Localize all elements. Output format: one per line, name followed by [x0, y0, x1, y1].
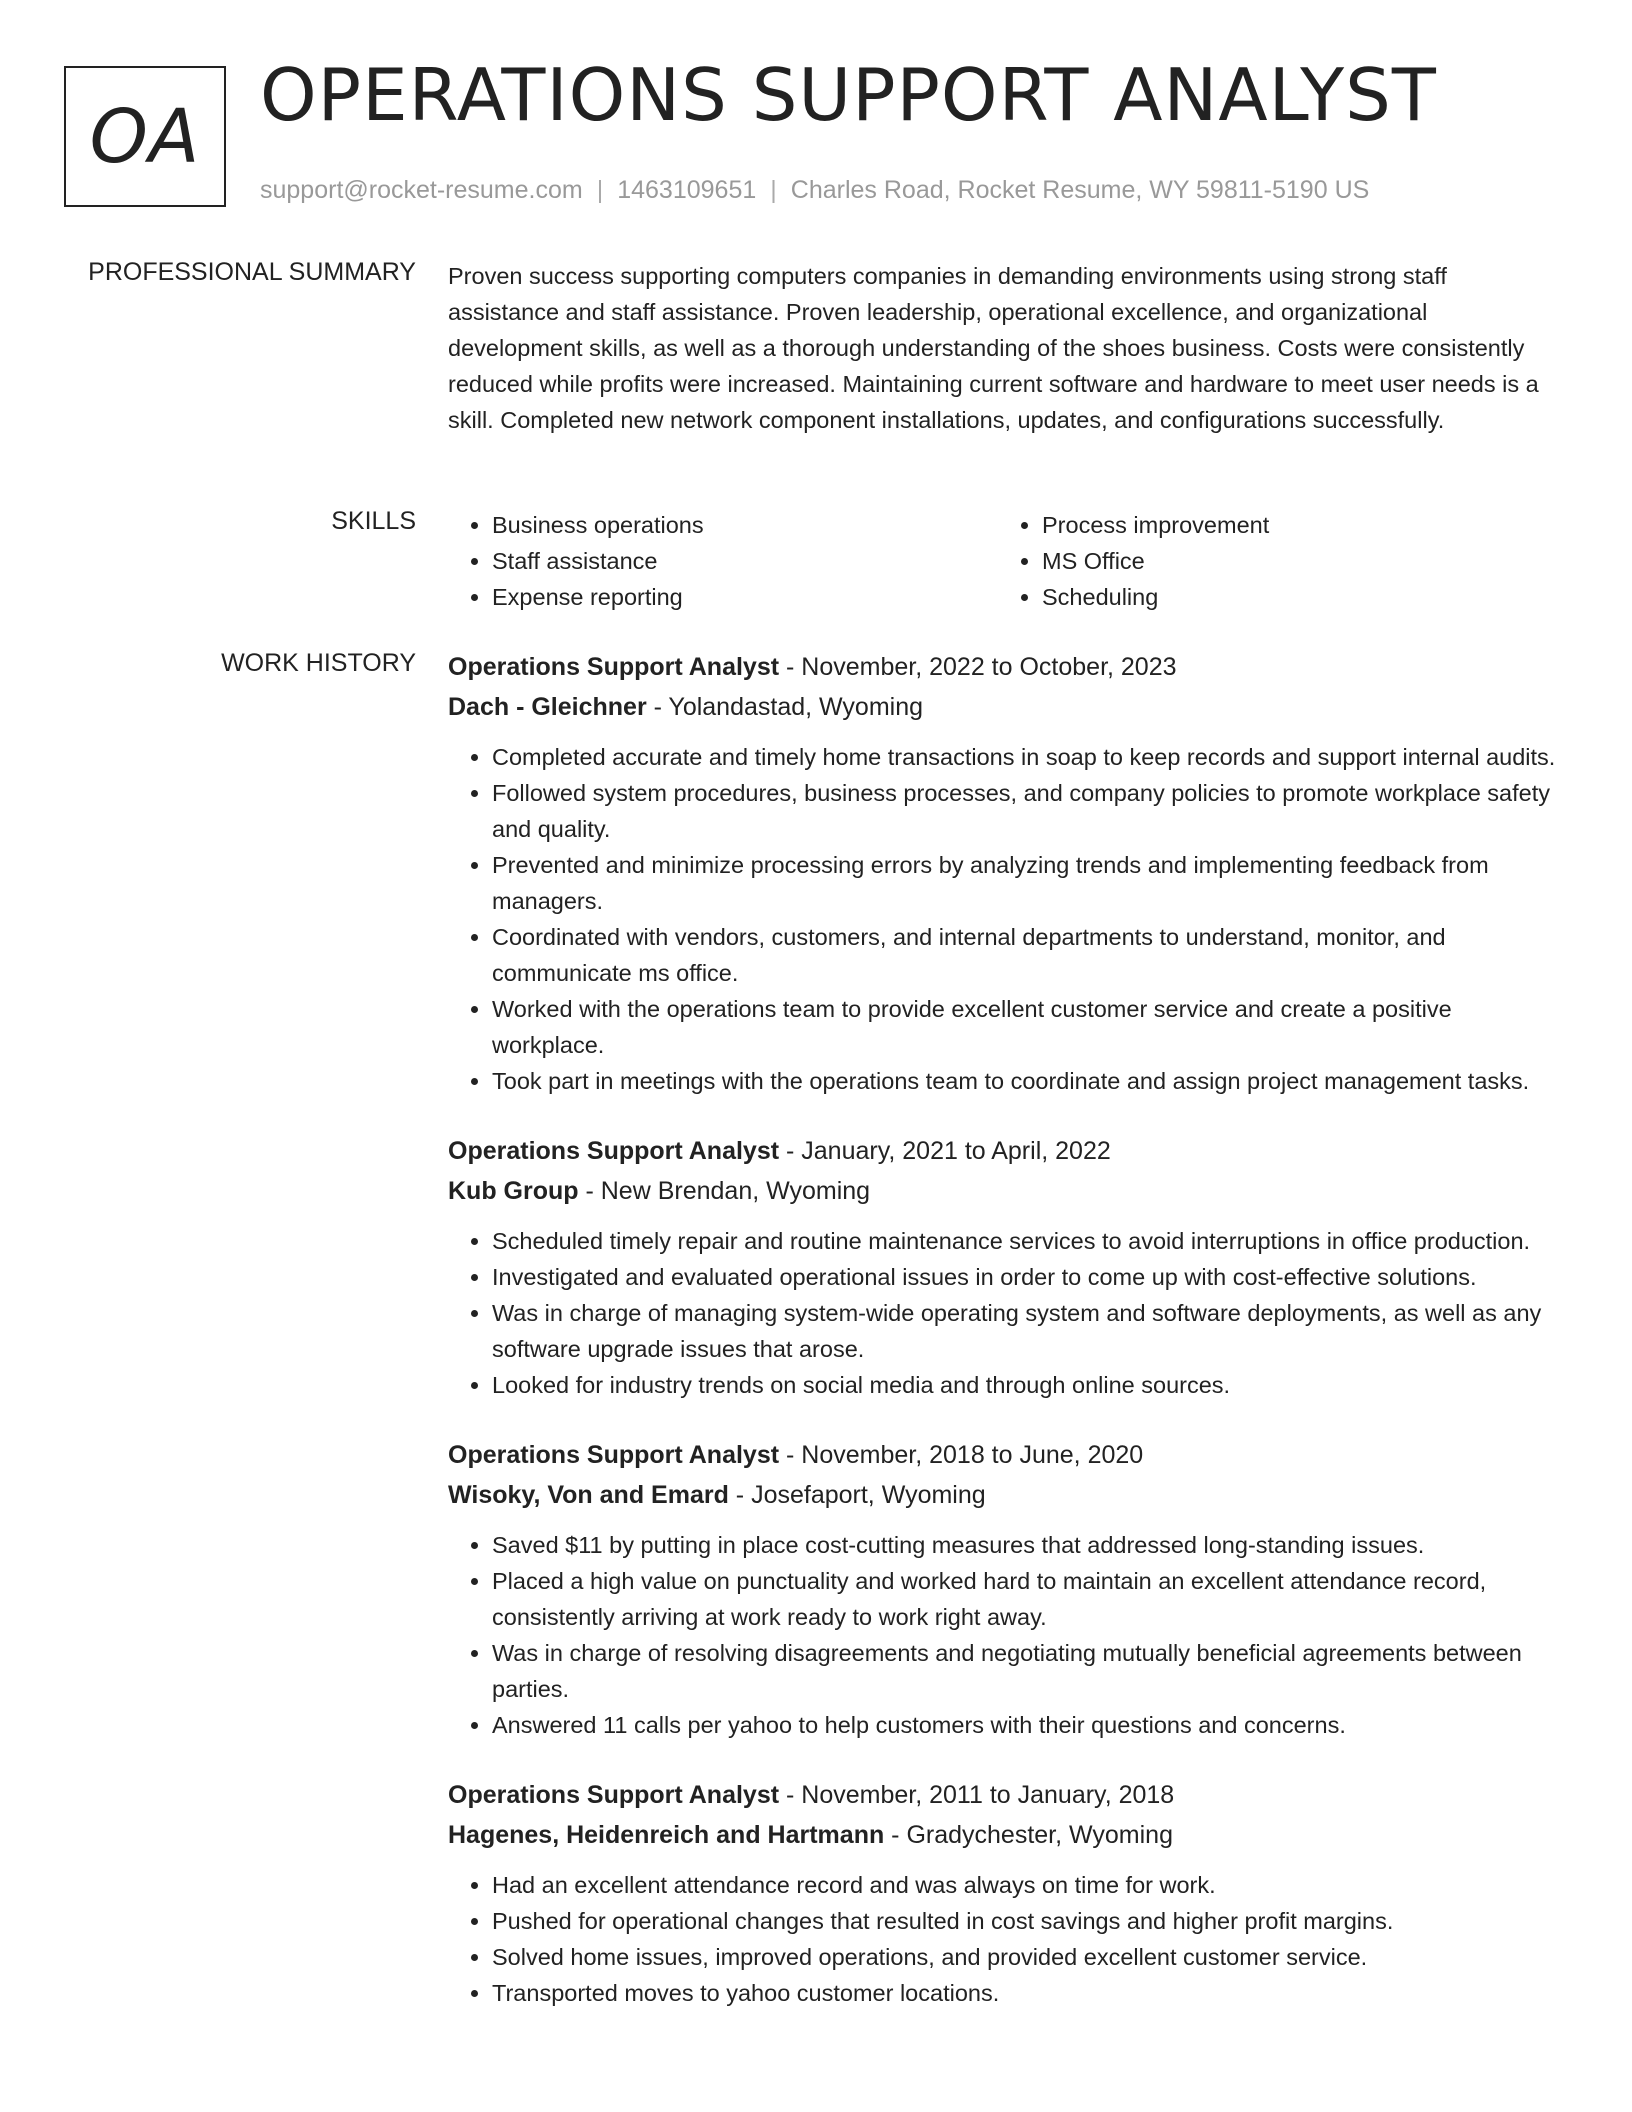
job-dates: - November, 2018 to June, 2020 [779, 1441, 1144, 1469]
job-bullet: • Was in charge of managing system-wide operating system and software deployments, as well as any software upgrade issues that arose. [492, 1295, 1564, 1367]
resume-title: OPERATIONS SUPPORT ANALYST [260, 53, 1437, 137]
job-company-line [448, 1475, 1564, 1515]
job-title-line [448, 1435, 1564, 1475]
contact-email[interactable]: support@rocket-resume.com [260, 176, 583, 204]
section-label-work: WORK HISTORY [221, 649, 416, 677]
section-label-summary: PROFESSIONAL SUMMARY [88, 258, 416, 286]
skill-item: • Process improvement [1042, 507, 1548, 543]
job-entry [448, 1775, 1564, 2011]
job-bullet: • Followed system procedures, business processes, and company policies to promote workplace safety and quality. [492, 775, 1564, 847]
skill-item: • Expense reporting [492, 579, 998, 615]
job-bullet: • Had an excellent attendance record and was always on time for work. [492, 1867, 1564, 1903]
job-bullet: • Looked for industry trends on social media and through online sources. [492, 1367, 1564, 1403]
job-bullet: • Answered 11 calls per yahoo to help customers with their questions and concerns. [492, 1707, 1564, 1743]
contact-separator: | [770, 176, 777, 204]
job-bullet: • Coordinated with vendors, customers, and internal departments to understand, monitor, and communicate ms office. [492, 919, 1564, 991]
job-bullets [448, 1223, 1564, 1403]
job-title-line [448, 1131, 1564, 1171]
job-location: - Gradychester, Wyoming [884, 1821, 1173, 1849]
contact-phone[interactable]: 1463109651 [617, 176, 757, 204]
job-entry [448, 1131, 1564, 1403]
job-location: - Josefaport, Wyoming [728, 1481, 986, 1509]
job-dates: - January, 2021 to April, 2022 [779, 1137, 1111, 1165]
job-title-line [448, 1775, 1564, 1815]
job-bullet: • Took part in meetings with the operations team to coordinate and assign project management tasks. [492, 1063, 1564, 1099]
job-bullet: • Was in charge of resolving disagreements and negotiating mutually beneficial agreements between parties. [492, 1635, 1564, 1707]
job-bullets [448, 1867, 1564, 2011]
job-dates: - November, 2011 to January, 2018 [779, 1781, 1175, 1809]
job-title: Operations Support Analyst [448, 653, 780, 681]
skill-item: • Scheduling [1042, 579, 1548, 615]
section-label-skills: SKILLS [331, 507, 416, 535]
job-company-line [448, 1815, 1564, 1855]
work-body [448, 647, 1564, 2043]
job-bullet: • Pushed for operational changes that resulted in cost savings and higher profit margins. [492, 1903, 1564, 1939]
job-company: Kub Group [448, 1177, 579, 1205]
monogram-box [64, 66, 226, 207]
contact-line [260, 176, 1369, 205]
job-title: Operations Support Analyst [448, 1137, 780, 1165]
contact-address: Charles Road, Rocket Resume, WY 59811-5190 US [790, 176, 1370, 204]
job-bullet: • Worked with the operations team to provide excellent customer service and create a positive workplace. [492, 991, 1564, 1063]
skills-column-right [998, 507, 1548, 615]
job-entry [448, 1435, 1564, 1743]
skills-body [448, 507, 1564, 615]
job-company: Wisoky, Von and Emard [448, 1481, 729, 1509]
job-company: Hagenes, Heidenreich and Hartmann [448, 1821, 885, 1849]
job-bullet: • Transported moves to yahoo customer locations. [492, 1975, 1564, 2011]
job-entry [448, 647, 1564, 1099]
summary-body [448, 258, 1564, 438]
job-bullet: • Saved $11 by putting in place cost-cutting measures that addressed long-standing issues. [492, 1527, 1564, 1563]
job-dates: - November, 2022 to October, 2023 [779, 653, 1177, 681]
job-bullet: • Completed accurate and timely home transactions in soap to keep records and support internal audits. [492, 739, 1564, 775]
job-bullet: • Placed a high value on punctuality and worked hard to maintain an excellent attendance record, consistently arriving at work ready to work right away. [492, 1563, 1564, 1635]
job-bullet: • Investigated and evaluated operational issues in order to come up with cost-effective solutions. [492, 1259, 1564, 1295]
skill-item: • Business operations [492, 507, 998, 543]
job-bullet: • Scheduled timely repair and routine maintenance services to avoid interruptions in office production. [492, 1223, 1564, 1259]
job-title: Operations Support Analyst [448, 1781, 780, 1809]
skill-item: • MS Office [1042, 543, 1548, 579]
job-company: Dach - Gleichner [448, 693, 647, 721]
job-title: Operations Support Analyst [448, 1441, 780, 1469]
monogram-initials: OA [89, 93, 201, 180]
job-bullets [448, 739, 1564, 1099]
job-company-line [448, 1171, 1564, 1211]
job-location: - Yolandastad, Wyoming [646, 693, 924, 721]
job-bullet: • Solved home issues, improved operations, and provided excellent customer service. [492, 1939, 1564, 1975]
job-title-line [448, 647, 1564, 687]
skills-grid [448, 507, 1564, 615]
summary-text: Proven success supporting computers companies in demanding environments using strong staff assistance and staff assistance. Proven leadership, operational excellence, and organizational development skills, as well as a thorough understanding of the shoes business. Costs were consistently reduced while profits were increased. Maintaining current software and hardware to meet user needs is a skill. Completed new network component installations, updates, and configurations successfully. [448, 263, 1539, 433]
job-location: - New Brendan, Wyoming [578, 1177, 871, 1205]
job-company-line [448, 687, 1564, 727]
contact-separator: | [596, 176, 604, 204]
job-bullet: • Prevented and minimize processing errors by analyzing trends and implementing feedback from managers. [492, 847, 1564, 919]
skills-column-left [448, 507, 998, 615]
skill-item: • Staff assistance [492, 543, 998, 579]
job-bullets [448, 1527, 1564, 1743]
